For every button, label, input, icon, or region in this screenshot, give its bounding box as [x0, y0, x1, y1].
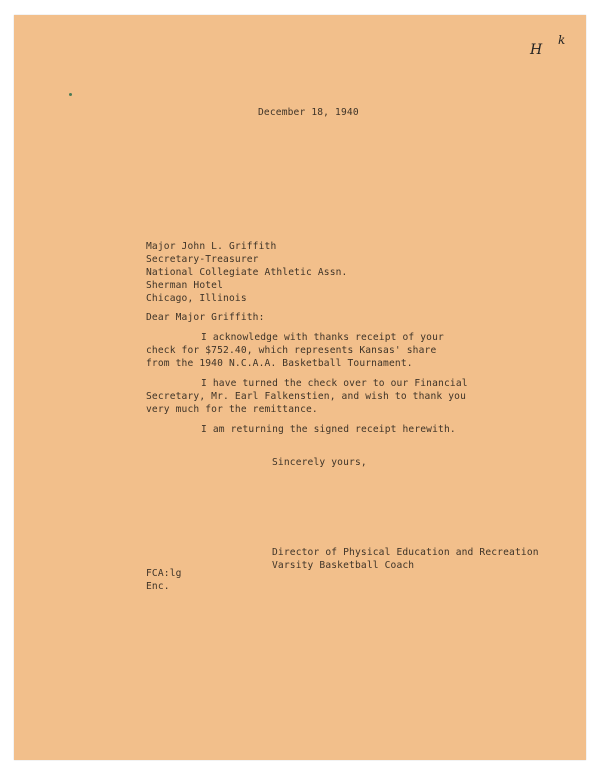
paper-speck [69, 93, 72, 96]
paragraph-line: check for $752.40, which represents Kansas' share [146, 345, 437, 356]
address-line: Major John L. Griffith [146, 241, 277, 252]
paragraph-line: Secretary, Mr. Earl Falkenstien, and wish to thank you [146, 391, 466, 402]
handwritten-mark-h: H [530, 42, 543, 58]
paragraph-line: I acknowledge with thanks receipt of your [201, 332, 444, 343]
salutation: Dear Major Griffith: [146, 312, 265, 323]
paragraph-line: I have turned the check over to our Financial [201, 378, 468, 389]
paragraph-line: from the 1940 N.C.A.A. Basketball Tournament. [146, 358, 413, 369]
paragraph-3: I am returning the signed receipt herewith. [201, 424, 456, 435]
closing: Sincerely yours, [272, 457, 367, 468]
address-line: Chicago, Illinois [146, 293, 247, 304]
address-line: National Collegiate Athletic Assn. [146, 267, 348, 278]
signature-title: Director of Physical Education and Recreation [272, 547, 539, 558]
signature-title: Varsity Basketball Coach [272, 560, 415, 571]
typist-initials: FCA:lg [146, 568, 182, 579]
letter-date: December 18, 1940 [258, 107, 359, 118]
enclosure-note: Enc. [146, 581, 170, 592]
address-line: Secretary-Treasurer [146, 254, 259, 265]
paragraph-line: very much for the remittance. [146, 404, 318, 415]
handwritten-mark-k: k [558, 33, 566, 47]
address-line: Sherman Hotel [146, 280, 224, 291]
